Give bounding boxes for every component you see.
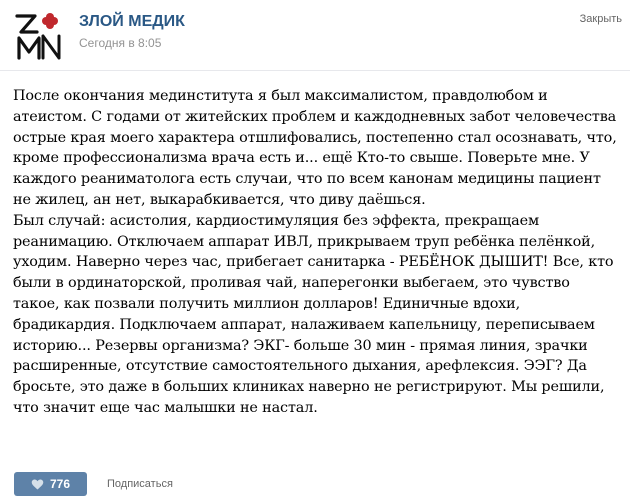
heart-icon — [31, 479, 44, 490]
like-count: 776 — [49, 477, 71, 491]
close-link[interactable]: Закрыть — [579, 13, 622, 25]
post-paragraph-2: Был случай: асистолия, кардиостимуляция без эффекта, прекращаем реанимацию. Отключаем аппарат ИВЛ, прикрываем труп ребёнка пелёнкой, уходим. Наверно через час, прибегает санитарка - РЕБЁНОК ДЫШИТ! Все, кто были в ординаторской, проливая чай, наперегонки выбегаем, это чувство такое, как позвали получить миллион долларов! Единичные вдохи, брадикардия. Подключаем аппарат, налаживаем капельницу, переписываем историю... Резервы организма? ЭКГ- больше 30 мин - прямая линия, зрачки расширенные, отсутствие самостоятельного дыхания, арефлексия. ЭЭГ? Да бросьте, это даже в больших клиниках наверно не регистрируют. Мы решили, что значит еще час малышки не настал. — [13, 212, 614, 416]
community-name[interactable]: ЗЛОЙ МЕДИК — [79, 13, 185, 30]
subscribe-link[interactable]: Подписаться — [107, 478, 173, 490]
community-avatar[interactable] — [13, 12, 63, 62]
post-header — [0, 0, 630, 71]
post-text — [13, 86, 618, 419]
post-paragraph-1: После окончания мединститута я был максималистом, правдолюбом и атеистом. С годами от житейских проблем и каждодневных забот человечества острые края моего характера отшлифовались, постепенно стал осознавать, что, кроме профессионализма врача есть и... ещё Кто-то свыше. Поверьте мне. У каждого реаниматолога есть случаи, что по всем канонам медицины пациент не жилец, ан нет, выкарабкивается, что диву даёшься. — [13, 88, 617, 208]
zm-logo-icon — [13, 12, 63, 62]
like-button[interactable] — [14, 472, 87, 496]
post-timestamp[interactable]: Сегодня в 8:05 — [79, 36, 162, 50]
